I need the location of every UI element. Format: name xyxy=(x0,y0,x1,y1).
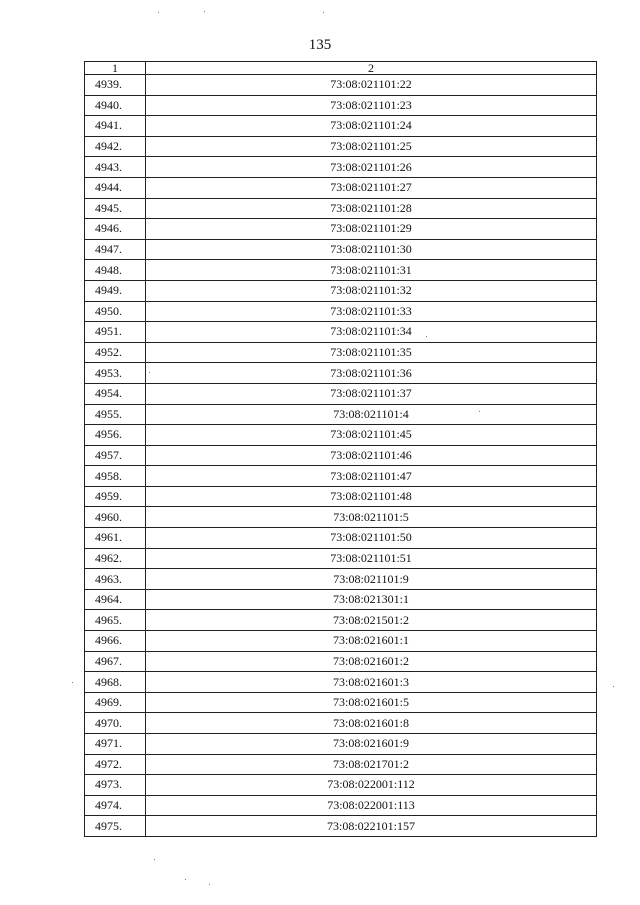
column-header-2: 2 xyxy=(146,62,597,75)
table-row xyxy=(85,177,597,198)
cadastral-number-cell: 73:08:021301:1 xyxy=(146,589,597,610)
cadastral-number-cell: 73:08:021501:2 xyxy=(146,610,597,631)
row-number-cell: 4954. xyxy=(85,383,146,404)
row-number-cell: 4939. xyxy=(85,75,146,96)
row-number-cell: 4946. xyxy=(85,219,146,240)
scan-speck xyxy=(72,682,73,683)
row-number-cell: 4951. xyxy=(85,322,146,343)
scan-speck xyxy=(158,12,159,13)
row-number-cell: 4966. xyxy=(85,631,146,652)
row-number-cell: 4955. xyxy=(85,404,146,425)
table-row xyxy=(85,713,597,734)
row-number-cell: 4942. xyxy=(85,136,146,157)
row-number-cell: 4943. xyxy=(85,157,146,178)
cadastral-number-cell: 73:08:021101:51 xyxy=(146,548,597,569)
table-row xyxy=(85,631,597,652)
row-number-cell: 4952. xyxy=(85,342,146,363)
table-row xyxy=(85,610,597,631)
row-number-cell: 4950. xyxy=(85,301,146,322)
cadastral-number-table xyxy=(84,61,597,837)
scan-speck xyxy=(426,336,427,337)
row-number-cell: 4964. xyxy=(85,589,146,610)
column-header-1: 1 xyxy=(85,62,146,75)
table-row xyxy=(85,383,597,404)
table-header-row xyxy=(85,62,597,75)
row-number-cell: 4957. xyxy=(85,445,146,466)
scan-speck xyxy=(149,372,150,373)
row-number-cell: 4948. xyxy=(85,260,146,281)
table-row xyxy=(85,589,597,610)
cadastral-number-cell: 73:08:021601:9 xyxy=(146,734,597,755)
cadastral-number-cell: 73:08:022101:157 xyxy=(146,816,597,837)
page-number: 135 xyxy=(308,37,332,53)
cadastral-number-cell: 73:08:021101:37 xyxy=(146,383,597,404)
table-row xyxy=(85,404,597,425)
row-number-cell: 4949. xyxy=(85,280,146,301)
cadastral-number-cell: 73:08:021101:48 xyxy=(146,486,597,507)
table-row xyxy=(85,280,597,301)
scan-speck xyxy=(185,879,186,880)
row-number-cell: 4959. xyxy=(85,486,146,507)
row-number-cell: 4972. xyxy=(85,754,146,775)
scan-speck xyxy=(479,411,480,412)
table-row xyxy=(85,75,597,96)
scan-speck xyxy=(209,884,210,885)
cadastral-number-cell: 73:08:021601:8 xyxy=(146,713,597,734)
table-row xyxy=(85,95,597,116)
cadastral-number-cell: 73:08:021101:31 xyxy=(146,260,597,281)
row-number-cell: 4973. xyxy=(85,775,146,796)
cadastral-number-cell: 73:08:021101:47 xyxy=(146,466,597,487)
table-row xyxy=(85,507,597,528)
table-row xyxy=(85,548,597,569)
cadastral-number-cell: 73:08:021101:45 xyxy=(146,425,597,446)
table-row xyxy=(85,157,597,178)
row-number-cell: 4958. xyxy=(85,466,146,487)
table-row xyxy=(85,672,597,693)
table-row xyxy=(85,445,597,466)
row-number-cell: 4969. xyxy=(85,692,146,713)
table-row xyxy=(85,301,597,322)
cadastral-number-cell: 73:08:021101:35 xyxy=(146,342,597,363)
row-number-cell: 4965. xyxy=(85,610,146,631)
table-row xyxy=(85,816,597,837)
table-row xyxy=(85,775,597,796)
cadastral-number-cell: 73:08:021101:28 xyxy=(146,198,597,219)
row-number-cell: 4941. xyxy=(85,116,146,137)
table-row xyxy=(85,754,597,775)
row-number-cell: 4944. xyxy=(85,177,146,198)
cadastral-number-cell: 73:08:021101:46 xyxy=(146,445,597,466)
row-number-cell: 4945. xyxy=(85,198,146,219)
table-body xyxy=(85,75,597,837)
table-row xyxy=(85,528,597,549)
table-row xyxy=(85,136,597,157)
row-number-cell: 4974. xyxy=(85,795,146,816)
table-row xyxy=(85,425,597,446)
cadastral-number-cell: 73:08:021701:2 xyxy=(146,754,597,775)
row-number-cell: 4968. xyxy=(85,672,146,693)
row-number-cell: 4963. xyxy=(85,569,146,590)
row-number-cell: 4967. xyxy=(85,651,146,672)
cadastral-number-cell: 73:08:021101:36 xyxy=(146,363,597,384)
table-header xyxy=(85,62,597,75)
table-row xyxy=(85,342,597,363)
row-number-cell: 4953. xyxy=(85,363,146,384)
cadastral-number-cell: 73:08:021601:5 xyxy=(146,692,597,713)
scan-speck xyxy=(613,686,614,687)
table-row xyxy=(85,198,597,219)
cadastral-number-cell: 73:08:021101:26 xyxy=(146,157,597,178)
row-number-cell: 4975. xyxy=(85,816,146,837)
scan-speck xyxy=(154,859,155,860)
table-row xyxy=(85,260,597,281)
table-row xyxy=(85,322,597,343)
cadastral-number-cell: 73:08:022001:113 xyxy=(146,795,597,816)
cadastral-number-cell: 73:08:021101:23 xyxy=(146,95,597,116)
cadastral-number-cell: 73:08:021101:5 xyxy=(146,507,597,528)
row-number-cell: 4961. xyxy=(85,528,146,549)
cadastral-number-cell: 73:08:021101:4 xyxy=(146,404,597,425)
table-row xyxy=(85,795,597,816)
row-number-cell: 4960. xyxy=(85,507,146,528)
scan-speck xyxy=(323,12,324,13)
cadastral-number-cell: 73:08:021101:9 xyxy=(146,569,597,590)
cadastral-number-cell: 73:08:021101:24 xyxy=(146,116,597,137)
cadastral-number-cell: 73:08:021101:34 xyxy=(146,322,597,343)
cadastral-number-cell: 73:08:021101:33 xyxy=(146,301,597,322)
cadastral-number-cell: 73:08:021601:2 xyxy=(146,651,597,672)
cadastral-number-cell: 73:08:021101:25 xyxy=(146,136,597,157)
row-number-cell: 4971. xyxy=(85,734,146,755)
cadastral-number-cell: 73:08:022001:112 xyxy=(146,775,597,796)
cadastral-number-cell: 73:08:021601:1 xyxy=(146,631,597,652)
row-number-cell: 4947. xyxy=(85,239,146,260)
table-row xyxy=(85,569,597,590)
table-row xyxy=(85,466,597,487)
table-row xyxy=(85,734,597,755)
table-row xyxy=(85,363,597,384)
row-number-cell: 4970. xyxy=(85,713,146,734)
cadastral-number-cell: 73:08:021101:30 xyxy=(146,239,597,260)
row-number-cell: 4956. xyxy=(85,425,146,446)
cadastral-number-cell: 73:08:021101:22 xyxy=(146,75,597,96)
cadastral-number-cell: 73:08:021101:27 xyxy=(146,177,597,198)
table-row xyxy=(85,486,597,507)
table-row xyxy=(85,651,597,672)
table-row xyxy=(85,219,597,240)
table-row xyxy=(85,692,597,713)
table-row xyxy=(85,239,597,260)
row-number-cell: 4940. xyxy=(85,95,146,116)
table-row xyxy=(85,116,597,137)
cadastral-number-cell: 73:08:021101:29 xyxy=(146,219,597,240)
scan-speck xyxy=(204,11,205,12)
row-number-cell: 4962. xyxy=(85,548,146,569)
cadastral-number-cell: 73:08:021101:32 xyxy=(146,280,597,301)
cadastral-number-cell: 73:08:021601:3 xyxy=(146,672,597,693)
cadastral-number-cell: 73:08:021101:50 xyxy=(146,528,597,549)
